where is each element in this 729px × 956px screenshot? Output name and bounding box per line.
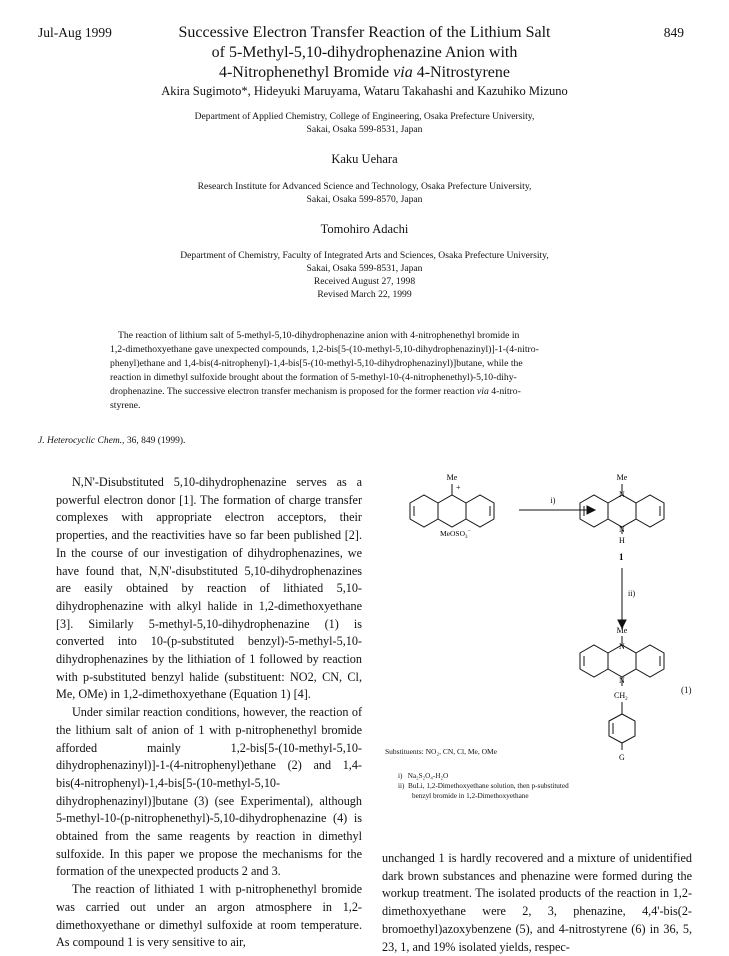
counterion-label: MeOSO$_3$− [440,528,471,540]
affiliation-1 [0,110,729,136]
condition-i: i) Na₂S₂O₄-H₂O [398,772,449,780]
condition-ii-cont: benzyl bromide in 1,2-Dimethoxyethane [412,792,529,800]
equation-number: (1) [681,685,692,695]
positive-charge: + [456,483,461,492]
title-line-2: of 5-Methyl-5,10-dihydrophenazine Anion with [211,44,518,61]
body-left-column [56,474,362,952]
paragraph-3: The reaction of lithiated 1 with p-nitrophenethyl bromide was carried out under an argon atmosphere in 1,2-dimethoxyethane or dimethyl sulfoxide at room temperature. As compound 1 is very sensitive to air, [56,882,362,950]
affiliation-2-line-2: Sakai, Osaka 599-8570, Japan [306,194,423,205]
step-ii-label: ii) [628,589,636,598]
abstract-line-2: 1,2-dimethoxyethane gave unexpected compounds, 1,2-bis[5-(10-methyl-5,10-dihydrophenazinyl)]-1-(4-nitro- [110,344,539,355]
affiliation-2-line-1: Research Institute for Advanced Science and Technology, Osaka Prefecture University, [197,181,532,192]
hydrogen-label: H [619,536,625,545]
paragraph-1: N,N'-Disubstituted 5,10-dihydrophenazine serves as a powerful electron donor [1]. The formation of charge transfer complexes with appropriate electron acceptors, their properties, and the reactivities have so far been published [2]. In the course of our investigation of dihydrophenazines, we have found that, N,N'-disubstituted 5,10-dihydrophenazines are easily obtained by reaction of lithiated 5,10-dihydrophenazine with alkyl halide in 1,2-dimethoxyethane [3]. Similarly 5-methyl-5,10-dihydrophenazine (1) is converted into 10-(p-substituted benzyl)-5-methyl-5,10-dihydrophenazines by the lithiation of 1 followed by reaction with p-substituted benzyl halide (substituent: NO2, CN, Cl, Me, OMe) in 1,2-dimethoxyethane (Equation 1) [4]. [56,475,362,702]
author-name-adachi: Tomohiro Adachi [320,222,409,236]
step-i-label: i) [550,496,556,505]
affiliation-3-line-1: Department of Chemistry, Faculty of Integrated Arts and Sciences, Osaka Prefecture University, [180,250,549,261]
affiliation-1-line-1: Department of Applied Chemistry, College of Engineering, Osaka Prefecture University, [194,111,535,122]
condition-ii: ii) BuLi, 1,2-Dimethoxyethane solution, then p-substituted [398,782,569,790]
received-date: Received August 27, 1998 [313,276,416,287]
title-line-3: 4-Nitrophenethyl Bromide via 4-Nitrostyrene [218,64,511,81]
reaction-conditions [398,771,678,801]
abstract-line-5: drophenazine. The successive electron transfer mechanism is proposed for the former reaction via 4-nitro- [110,386,521,397]
paragraph-2: Under similar reaction conditions, however, the reaction of the lithium salt of anion of 1 with p-nitrophenethyl bromide afforded mainly 1,2-bis[5-(10-methyl-5,10-dihydrophenazinyl)]-1-(4-nitrophenyl)ethane (2) and 1,4-bis(4-nitrophenyl)-1,4-bis[5-(10-methyl-5,10-dihydrophenazinyl)]butane (3) (see Experimental), although 5-methyl-10-(p-nitrophenethyl)-5,10-dihydrophenazine (4) is obtained from the same reagents by reaction in dimethyl sulfoxide. In this paper we propose the mechanisms for the formation of the unexpected products 2 and 3. [56,705,362,879]
reaction-scheme [382,470,702,770]
abstract-line-6: styrene. [110,400,141,411]
substituent-g-label: G [619,753,625,762]
affiliation-2 [0,180,729,206]
paragraph-right-1: unchanged 1 is hardly recovered and a mixture of unidentified dark brown substances and phenazine were formed during the workup treatment. The isolated products of the reaction in 1,2-dimethoxyethane were 2, 3, phenazine, 4,4'-bis(2-bromoethyl)azoxybenzene (5), and 4-nitrostyrene (6) in 36, 5, 23, 1, and 19% isolated yields, respec- [382,851,692,954]
body-right-column [382,850,692,956]
affiliation-3-line-2: Sakai, Osaka 599-8531, Japan [306,263,423,274]
journal-issue-date: Jul-Aug 1999 [38,25,112,40]
methyl-label-right: Me [616,473,628,482]
author-name-uehara: Kaku Uehara [331,152,398,166]
revised-date: Revised March 22, 1999 [317,289,412,300]
methyl-label-product: Me [616,626,628,635]
nitrogen-label-bottom: N [619,525,625,534]
affiliation-3 [0,249,729,301]
nitrogen-label-product-top: N [619,642,625,651]
nitrogen-label-top: N [619,490,625,499]
phenazinium-structure [410,484,494,527]
abstract-line-4: reaction in dimethyl sulfoxide brought about the formation of 5-methyl-10-(4-nitrophenethyl)-5,10-dihy- [110,372,517,383]
methyl-label-left: Me [446,473,458,482]
abstract [110,329,630,413]
title-line-1: Successive Electron Transfer Reaction of the Lithium Salt [178,24,551,41]
abstract-line-1: The reaction of lithium salt of 5-methyl-5,10-dihydrophenazine anion with 4-nitrophenethyl bromide in [118,330,520,341]
abstract-line-3: phenyl)ethane and 1,4-bis(4-nitrophenyl)-1,4-bis[5-(10-methyl-5,10-dihydrophenazinyl)]butane, while the [110,358,523,369]
nitrogen-label-product-bottom: N [619,676,625,685]
page-number: 849 [663,25,684,40]
author-list: Akira Sugimoto*, Hideyuki Maruyama, Wataru Takahashi and Kazuhiko Mizuno [161,84,568,98]
citation: J. Heterocyclic Chem., 36, 849 (1999). [38,436,186,446]
compound-1-label: 1 [619,552,624,562]
affiliation-1-line-2: Sakai, Osaka 599-8531, Japan [306,124,423,135]
methylene-label: $CH_2$ [614,691,628,702]
substituents-list: Substituents: NO₂, CN, Cl, Me, OMe [385,747,497,756]
